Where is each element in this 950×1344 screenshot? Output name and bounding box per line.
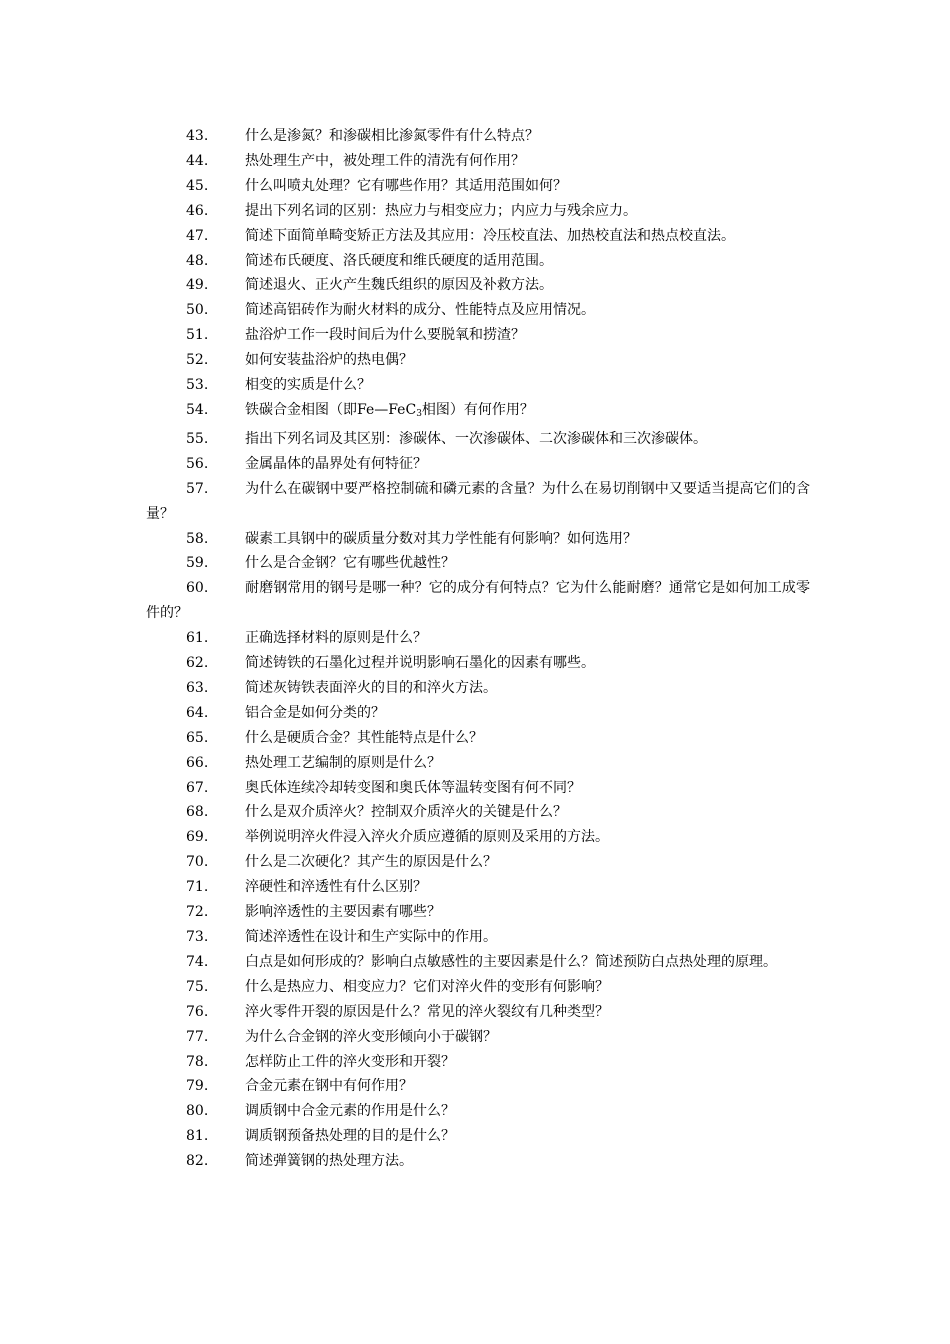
question-item bbox=[146, 323, 810, 348]
question-number: 66. bbox=[186, 754, 209, 771]
question-number: 65. bbox=[186, 729, 209, 746]
question-item bbox=[146, 1050, 810, 1075]
question-number: 44. bbox=[186, 152, 209, 169]
question-number: 54. bbox=[186, 401, 209, 418]
question-item bbox=[146, 551, 810, 576]
question-item bbox=[146, 825, 810, 850]
question-text: 盐浴炉工作一段时间后为什么要脱氧和捞渣？ bbox=[245, 327, 525, 344]
question-number: 62. bbox=[186, 655, 209, 672]
question-number: 58. bbox=[186, 530, 209, 547]
question-number: 53. bbox=[186, 377, 209, 394]
question-item bbox=[146, 174, 810, 199]
question-text: 什么是硬质合金？其性能特点是什么？ bbox=[245, 729, 483, 746]
question-text: 铁碳合金相图（即Fe—FeC bbox=[245, 401, 417, 418]
question-item bbox=[146, 1099, 810, 1124]
question-item bbox=[146, 273, 810, 298]
question-text: 影响淬透性的主要因素有哪些？ bbox=[245, 904, 441, 921]
question-text: 怎样防止工件的淬火变形和开裂？ bbox=[245, 1053, 455, 1070]
question-item bbox=[146, 850, 810, 875]
question-number: 68. bbox=[186, 804, 209, 821]
question-text: 铝合金是如何分类的？ bbox=[245, 704, 385, 721]
question-item bbox=[146, 298, 810, 323]
question-text: 合金元素在钢中有何作用？ bbox=[245, 1078, 413, 1095]
question-number: 48. bbox=[186, 252, 209, 269]
question-text: 正确选择材料的原则是什么？ bbox=[245, 630, 427, 647]
question-text: 简述高铝砖作为耐火材料的成分、性能特点及应用情况。 bbox=[245, 302, 595, 319]
question-text: 什么是渗氮？和渗碳相比渗氮零件有什么特点？ bbox=[245, 128, 539, 144]
question-item bbox=[146, 1025, 810, 1050]
question-number: 73. bbox=[186, 929, 209, 945]
question-subscript: 3 bbox=[416, 408, 422, 419]
question-number: 72. bbox=[186, 904, 209, 921]
question-item bbox=[146, 875, 810, 900]
question-text: 什么是合金钢？它有哪些优越性？ bbox=[245, 555, 455, 572]
question-number: 82. bbox=[186, 1153, 209, 1170]
question-number: 74. bbox=[186, 953, 209, 970]
question-number: 64. bbox=[186, 704, 209, 721]
question-item bbox=[146, 249, 810, 274]
question-number: 43. bbox=[186, 128, 209, 144]
question-number: 47. bbox=[186, 227, 209, 244]
question-item bbox=[146, 527, 810, 552]
question-text-continued: 相图）有何作用？ bbox=[421, 401, 534, 418]
question-text: 什么叫喷丸处理？它有哪些作用？其适用范围如何？ bbox=[245, 177, 567, 194]
question-item bbox=[146, 348, 810, 373]
question-text: 提出下列名词的区别：热应力与相变应力；内应力与残余应力。 bbox=[245, 202, 637, 219]
question-text: 热处理生产中，被处理工件的清洗有何作用？ bbox=[245, 152, 525, 169]
question-number: 61. bbox=[186, 630, 209, 647]
question-number: 46. bbox=[186, 202, 209, 219]
question-text: 简述淬透性在设计和生产实际中的作用。 bbox=[245, 929, 497, 945]
question-text: 热处理工艺编制的原则是什么？ bbox=[245, 754, 441, 771]
question-number: 55. bbox=[186, 430, 209, 447]
question-item bbox=[146, 651, 810, 676]
question-item bbox=[146, 800, 810, 825]
question-item bbox=[146, 1000, 810, 1025]
question-text: 简述灰铸铁表面淬火的目的和淬火方法。 bbox=[245, 679, 497, 696]
question-text: 简述退火、正火产生魏氏组织的原因及补救方法。 bbox=[245, 277, 553, 294]
question-list bbox=[146, 124, 810, 1174]
question-text: 简述弹簧钢的热处理方法。 bbox=[245, 1153, 413, 1170]
question-item bbox=[146, 124, 810, 149]
question-item bbox=[146, 975, 810, 1000]
question-text: 淬火零件开裂的原因是什么？常见的淬火裂纹有几种类型？ bbox=[245, 1003, 609, 1020]
question-text: 为什么在碳钢中要严格控制硫和磷元素的含量？为什么在易切削钢中又要适当提高它们的含量？ bbox=[146, 480, 810, 522]
question-item bbox=[146, 398, 810, 427]
question-item bbox=[146, 701, 810, 726]
question-text: 相变的实质是什么？ bbox=[245, 377, 371, 394]
question-item bbox=[146, 199, 810, 224]
question-text: 白点是如何形成的？影响白点敏感性的主要因素是什么？简述预防白点热处理的原理。 bbox=[245, 953, 777, 970]
question-text: 什么是双介质淬火？控制双介质淬火的关键是什么？ bbox=[245, 804, 567, 821]
question-item bbox=[146, 776, 810, 801]
question-item bbox=[146, 626, 810, 651]
question-item bbox=[146, 1124, 810, 1149]
question-number: 63. bbox=[186, 679, 209, 696]
question-number: 56. bbox=[186, 455, 209, 472]
question-number: 79. bbox=[186, 1078, 209, 1095]
question-number: 52. bbox=[186, 352, 209, 369]
question-number: 78. bbox=[186, 1053, 209, 1070]
question-item bbox=[146, 1149, 810, 1174]
question-item bbox=[146, 676, 810, 701]
question-text: 指出下列名词及其区别：渗碳体、一次渗碳体、二次渗碳体和三次渗碳体。 bbox=[245, 430, 707, 447]
question-text: 举例说明淬火件浸入淬火介质应遵循的原则及采用的方法。 bbox=[245, 829, 609, 846]
question-number: 50. bbox=[186, 302, 209, 319]
question-item bbox=[146, 751, 810, 776]
question-text: 什么是二次硬化？其产生的原因是什么？ bbox=[245, 854, 497, 871]
question-text: 碳素工具钢中的碳质量分数对其力学性能有何影响？如何选用？ bbox=[245, 530, 637, 547]
question-item bbox=[146, 452, 810, 477]
question-item bbox=[146, 477, 810, 527]
question-number: 77. bbox=[186, 1028, 209, 1045]
question-number: 81. bbox=[186, 1128, 209, 1145]
question-number: 45. bbox=[186, 177, 209, 194]
question-item bbox=[146, 427, 810, 452]
question-item bbox=[146, 373, 810, 398]
question-item bbox=[146, 576, 810, 626]
question-text: 淬硬性和淬透性有什么区别？ bbox=[245, 879, 427, 896]
question-text: 调质钢中合金元素的作用是什么？ bbox=[245, 1103, 455, 1120]
question-text: 耐磨钢常用的钢号是哪一种？它的成分有何特点？它为什么能耐磨？通常它是如何加工成零件的？ bbox=[146, 580, 810, 622]
question-number: 51. bbox=[186, 327, 209, 344]
question-text: 什么是热应力、相变应力？它们对淬火件的变形有何影响？ bbox=[245, 978, 609, 995]
question-item bbox=[146, 900, 810, 925]
question-number: 80. bbox=[186, 1103, 209, 1120]
question-text: 如何安装盐浴炉的热电偶？ bbox=[245, 352, 413, 369]
question-number: 60. bbox=[186, 580, 209, 597]
question-text: 金属晶体的晶界处有何特征？ bbox=[245, 455, 427, 472]
question-number: 57. bbox=[186, 480, 209, 497]
question-item bbox=[146, 1074, 810, 1099]
question-item bbox=[146, 224, 810, 249]
question-text: 简述下面简单畸变矫正方法及其应用：冷压校直法、加热校直法和热点校直法。 bbox=[245, 227, 735, 244]
question-number: 75. bbox=[186, 978, 209, 995]
question-number: 67. bbox=[186, 779, 209, 796]
question-text: 为什么合金钢的淬火变形倾向小于碳钢？ bbox=[245, 1028, 497, 1045]
question-item bbox=[146, 149, 810, 174]
question-text: 简述铸铁的石墨化过程并说明影响石墨化的因素有哪些。 bbox=[245, 655, 595, 672]
question-number: 69. bbox=[186, 829, 209, 846]
question-text: 奥氏体连续冷却转变图和奥氏体等温转变图有何不同？ bbox=[245, 779, 581, 796]
question-number: 71. bbox=[186, 879, 209, 896]
question-item bbox=[146, 726, 810, 751]
question-number: 49. bbox=[186, 277, 209, 294]
question-text: 调质钢预备热处理的目的是什么？ bbox=[245, 1128, 455, 1145]
question-text: 简述布氏硬度、洛氏硬度和维氏硬度的适用范围。 bbox=[245, 252, 553, 269]
question-item bbox=[146, 925, 810, 950]
question-number: 76. bbox=[186, 1003, 209, 1020]
question-number: 70. bbox=[186, 854, 209, 871]
question-item bbox=[146, 950, 810, 975]
question-number: 59. bbox=[186, 555, 209, 572]
